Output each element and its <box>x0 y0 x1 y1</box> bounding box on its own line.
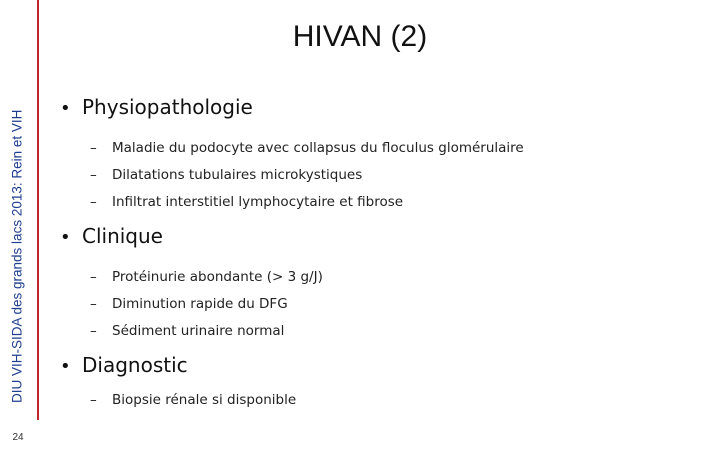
list-item-text: Protéinurie abondante (> 3 g/J) <box>112 269 323 285</box>
list-item <box>90 387 700 414</box>
list-item-text: Sédiment urinaire normal <box>112 323 285 339</box>
list-item <box>90 291 700 318</box>
dash-icon: – <box>90 269 97 285</box>
section-heading <box>60 224 700 254</box>
bullet-icon: • <box>60 356 71 377</box>
dash-icon: – <box>90 194 97 210</box>
section-diagnostic <box>60 353 700 414</box>
dash-icon: – <box>90 140 97 156</box>
section-heading <box>60 353 700 383</box>
list-item-text: Maladie du podocyte avec collapsus du floculus glomérulaire <box>112 140 524 156</box>
list-item-text: Dilatations tubulaires microkystiques <box>112 167 363 183</box>
section-heading-text: Diagnostic <box>82 353 188 377</box>
list-item <box>90 264 700 291</box>
list-item-text: Infiltrat interstitiel lymphocytaire et fibrose <box>112 194 404 210</box>
bullet-icon: • <box>60 227 71 248</box>
list-item-text: Diminution rapide du DFG <box>112 296 288 312</box>
slide-title: HIVAN (2) <box>292 20 428 53</box>
sidebar-caption: DIU VIH-SIDA des grands lacs 2013: Rein et VIH <box>9 109 25 403</box>
dash-icon: – <box>90 323 97 339</box>
list-item <box>90 189 700 216</box>
bullet-icon: • <box>60 98 71 119</box>
section-physiopathologie <box>60 95 700 216</box>
slide-content <box>60 95 700 422</box>
list-item <box>90 318 700 345</box>
section-heading <box>60 95 700 125</box>
list-item <box>90 135 700 162</box>
section-heading-text: Physiopathologie <box>82 95 253 119</box>
list-item <box>90 162 700 189</box>
dash-icon: – <box>90 296 97 312</box>
dash-icon: – <box>90 167 97 183</box>
section-clinique <box>60 224 700 345</box>
sidebar <box>0 0 44 450</box>
slide-number: 24 <box>12 432 24 443</box>
list-item-text: Biopsie rénale si disponible <box>112 392 297 408</box>
sidebar-divider <box>37 0 39 420</box>
dash-icon: – <box>90 392 97 408</box>
section-heading-text: Clinique <box>82 224 163 248</box>
